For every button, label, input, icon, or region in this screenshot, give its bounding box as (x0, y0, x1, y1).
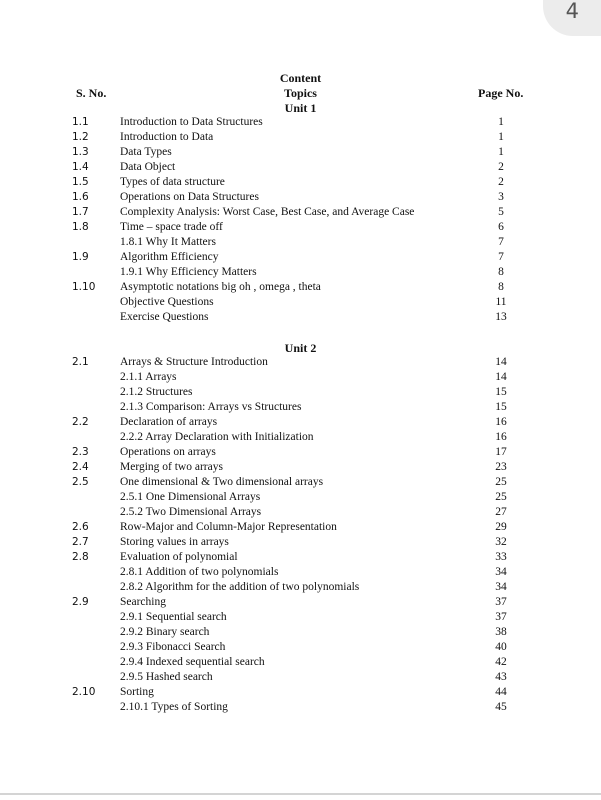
toc-topic-title: 2.1.3 Comparison: Arrays vs Structures (120, 401, 302, 413)
toc-page-number: 7 (498, 236, 504, 248)
toc-page-number: 8 (498, 281, 504, 293)
toc-row (0, 160, 601, 175)
toc-topic-title: Types of data structure (120, 176, 225, 188)
toc-page-number: 44 (495, 686, 507, 698)
toc-topic-title: 2.9.4 Indexed sequential search (120, 656, 265, 668)
toc-section-number: 2.4 (72, 461, 89, 473)
toc-section-number: 2.6 (72, 521, 89, 533)
toc-row (0, 670, 601, 685)
toc-topic-title: 2.9.2 Binary search (120, 626, 210, 638)
toc-page-number: 3 (498, 191, 504, 203)
toc-row (0, 295, 601, 310)
toc-row (0, 430, 601, 445)
unit1-toc-list (0, 115, 601, 325)
toc-page-number: 34 (495, 581, 507, 593)
toc-page-number: 33 (495, 551, 507, 563)
toc-topic-title: Data Types (120, 146, 172, 158)
toc-topic-title: Objective Questions (120, 296, 214, 308)
sno-column-header: S. No. (76, 86, 107, 100)
toc-topic-title: 2.10.1 Types of Sorting (120, 701, 228, 713)
toc-page-number: 15 (495, 401, 507, 413)
toc-topic-title: Operations on Data Structures (120, 191, 259, 203)
toc-topic-title: One dimensional & Two dimensional arrays (120, 476, 324, 488)
toc-section-number: 2.5 (72, 476, 89, 488)
toc-topic-title: Merging of two arrays (120, 461, 223, 473)
toc-topic-title: 2.9.5 Hashed search (120, 671, 213, 683)
toc-section-number: 2.2 (72, 416, 89, 428)
toc-page-number: 45 (495, 701, 507, 713)
toc-page-number: 32 (495, 536, 507, 548)
toc-page-number: 2 (498, 161, 504, 173)
toc-row (0, 205, 601, 220)
toc-row (0, 145, 601, 160)
toc-row (0, 460, 601, 475)
toc-row (0, 130, 601, 145)
toc-row (0, 265, 601, 280)
toc-page-number: 2 (498, 176, 504, 188)
toc-topic-title: 1.9.1 Why Efficiency Matters (120, 266, 257, 278)
toc-section-number: 1.9 (72, 251, 89, 263)
toc-section-number: 2.3 (72, 446, 89, 458)
toc-topic-title: 2.2.2 Array Declaration with Initialization (120, 431, 314, 443)
toc-section-number: 1.10 (72, 281, 96, 293)
toc-row (0, 400, 601, 415)
toc-topic-title: Complexity Analysis: Worst Case, Best Case, and Average Case (120, 206, 415, 218)
toc-row (0, 280, 601, 295)
toc-page-number: 37 (495, 611, 507, 623)
toc-page-number: 13 (495, 311, 507, 323)
toc-page-number: 43 (495, 671, 507, 683)
toc-page-number: 17 (495, 446, 507, 458)
toc-row (0, 625, 601, 640)
toc-section-number: 1.7 (72, 206, 89, 218)
toc-topic-title: 2.8.2 Algorithm for the addition of two polynomials (120, 581, 360, 593)
toc-section-number: 2.10 (72, 686, 96, 698)
toc-section-number: 1.8 (72, 221, 89, 233)
toc-row (0, 235, 601, 250)
toc-page-number: 5 (498, 206, 504, 218)
toc-topic-title: 2.9.3 Fibonacci Search (120, 641, 226, 653)
toc-topic-title: 1.8.1 Why It Matters (120, 236, 216, 248)
toc-topic-title: Evaluation of polynomial (120, 551, 238, 563)
toc-page-number: 8 (498, 266, 504, 278)
toc-row (0, 505, 601, 520)
toc-page-number: 27 (495, 506, 507, 518)
toc-row (0, 220, 601, 235)
content-heading: Content (279, 71, 322, 85)
toc-page-number: 42 (495, 656, 507, 668)
unit1-heading: Unit 1 (284, 101, 317, 115)
toc-section-number: 2.8 (72, 551, 89, 563)
toc-topic-title: Exercise Questions (120, 311, 209, 323)
toc-topic-title: Searching (120, 596, 166, 608)
toc-page-number: 38 (495, 626, 507, 638)
toc-row (0, 700, 601, 715)
toc-row (0, 475, 601, 490)
toc-topic-title: Introduction to Data Structures (120, 116, 263, 128)
toc-section-number: 1.5 (72, 176, 89, 188)
toc-page-number: 29 (495, 521, 507, 533)
toc-topic-title: 2.9.1 Sequential search (120, 611, 227, 623)
unit2-heading: Unit 2 (284, 341, 317, 355)
toc-topic-title: Arrays & Structure Introduction (120, 356, 268, 368)
toc-topic-title: Algorithm Efficiency (120, 251, 219, 263)
page-number-tab (543, 0, 601, 36)
toc-page-number: 34 (495, 566, 507, 578)
toc-topic-title: 2.1.2 Structures (120, 386, 193, 398)
toc-row (0, 655, 601, 670)
toc-row (0, 415, 601, 430)
toc-row (0, 190, 601, 205)
toc-section-number: 1.3 (72, 146, 89, 158)
toc-topic-title: Sorting (120, 686, 154, 698)
toc-page-number: 1 (498, 131, 504, 143)
toc-topic-title: 2.5.2 Two Dimensional Arrays (120, 506, 262, 518)
toc-page-number: 25 (495, 491, 507, 503)
toc-page-number: 15 (495, 386, 507, 398)
toc-topic-title: Row-Major and Column-Major Representation (120, 521, 337, 533)
toc-topic-title: Declaration of arrays (120, 416, 218, 428)
toc-row (0, 175, 601, 190)
toc-topic-title: Data Object (120, 161, 176, 173)
toc-row (0, 445, 601, 460)
toc-topic-title: 2.1.1 Arrays (120, 371, 177, 383)
toc-row (0, 370, 601, 385)
toc-page-number: 40 (495, 641, 507, 653)
toc-row (0, 550, 601, 565)
toc-page-number: 7 (498, 251, 504, 263)
toc-page-number: 11 (495, 296, 507, 308)
toc-row (0, 355, 601, 370)
toc-row (0, 310, 601, 325)
toc-row (0, 580, 601, 595)
toc-topic-title: Asymptotic notations big oh , omega , theta (120, 281, 321, 293)
toc-row (0, 685, 601, 700)
toc-section-number: 2.1 (72, 356, 89, 368)
toc-row (0, 115, 601, 130)
toc-page-number: 14 (495, 371, 507, 383)
page-number: 4 (565, 0, 579, 23)
toc-page-number: 6 (498, 221, 504, 233)
toc-page-number: 16 (495, 431, 507, 443)
toc-row (0, 610, 601, 625)
toc-row (0, 520, 601, 535)
toc-row (0, 565, 601, 580)
toc-section-number: 1.4 (72, 161, 89, 173)
toc-topic-title: 2.5.1 One Dimensional Arrays (120, 491, 261, 503)
toc-page-number: 37 (495, 596, 507, 608)
toc-section-number: 1.6 (72, 191, 89, 203)
toc-page-number: 1 (498, 116, 504, 128)
toc-row (0, 490, 601, 505)
toc-topic-title: 2.8.1 Addition of two polynomials (120, 566, 279, 578)
toc-row (0, 535, 601, 550)
toc-row (0, 595, 601, 610)
toc-section-number: 2.9 (72, 596, 89, 608)
toc-topic-title: Time – space trade off (120, 221, 223, 233)
toc-section-number: 1.1 (72, 116, 89, 128)
toc-row (0, 385, 601, 400)
toc-page-number: 14 (495, 356, 507, 368)
toc-section-number: 2.7 (72, 536, 89, 548)
toc-section-number: 1.2 (72, 131, 89, 143)
toc-page-number: 1 (498, 146, 504, 158)
toc-page-number: 25 (495, 476, 507, 488)
toc-topic-title: Operations on arrays (120, 446, 216, 458)
topics-column-header: Topics (284, 86, 317, 100)
toc-row (0, 640, 601, 655)
page-no-column-header: Page No. (478, 86, 524, 100)
toc-page-number: 16 (495, 416, 507, 428)
toc-row (0, 250, 601, 265)
toc-topic-title: Introduction to Data (120, 131, 214, 143)
toc-topic-title: Storing values in arrays (120, 536, 229, 548)
unit2-toc-list (0, 355, 601, 715)
page-bottom-divider (0, 793, 601, 795)
toc-page-number: 23 (495, 461, 507, 473)
